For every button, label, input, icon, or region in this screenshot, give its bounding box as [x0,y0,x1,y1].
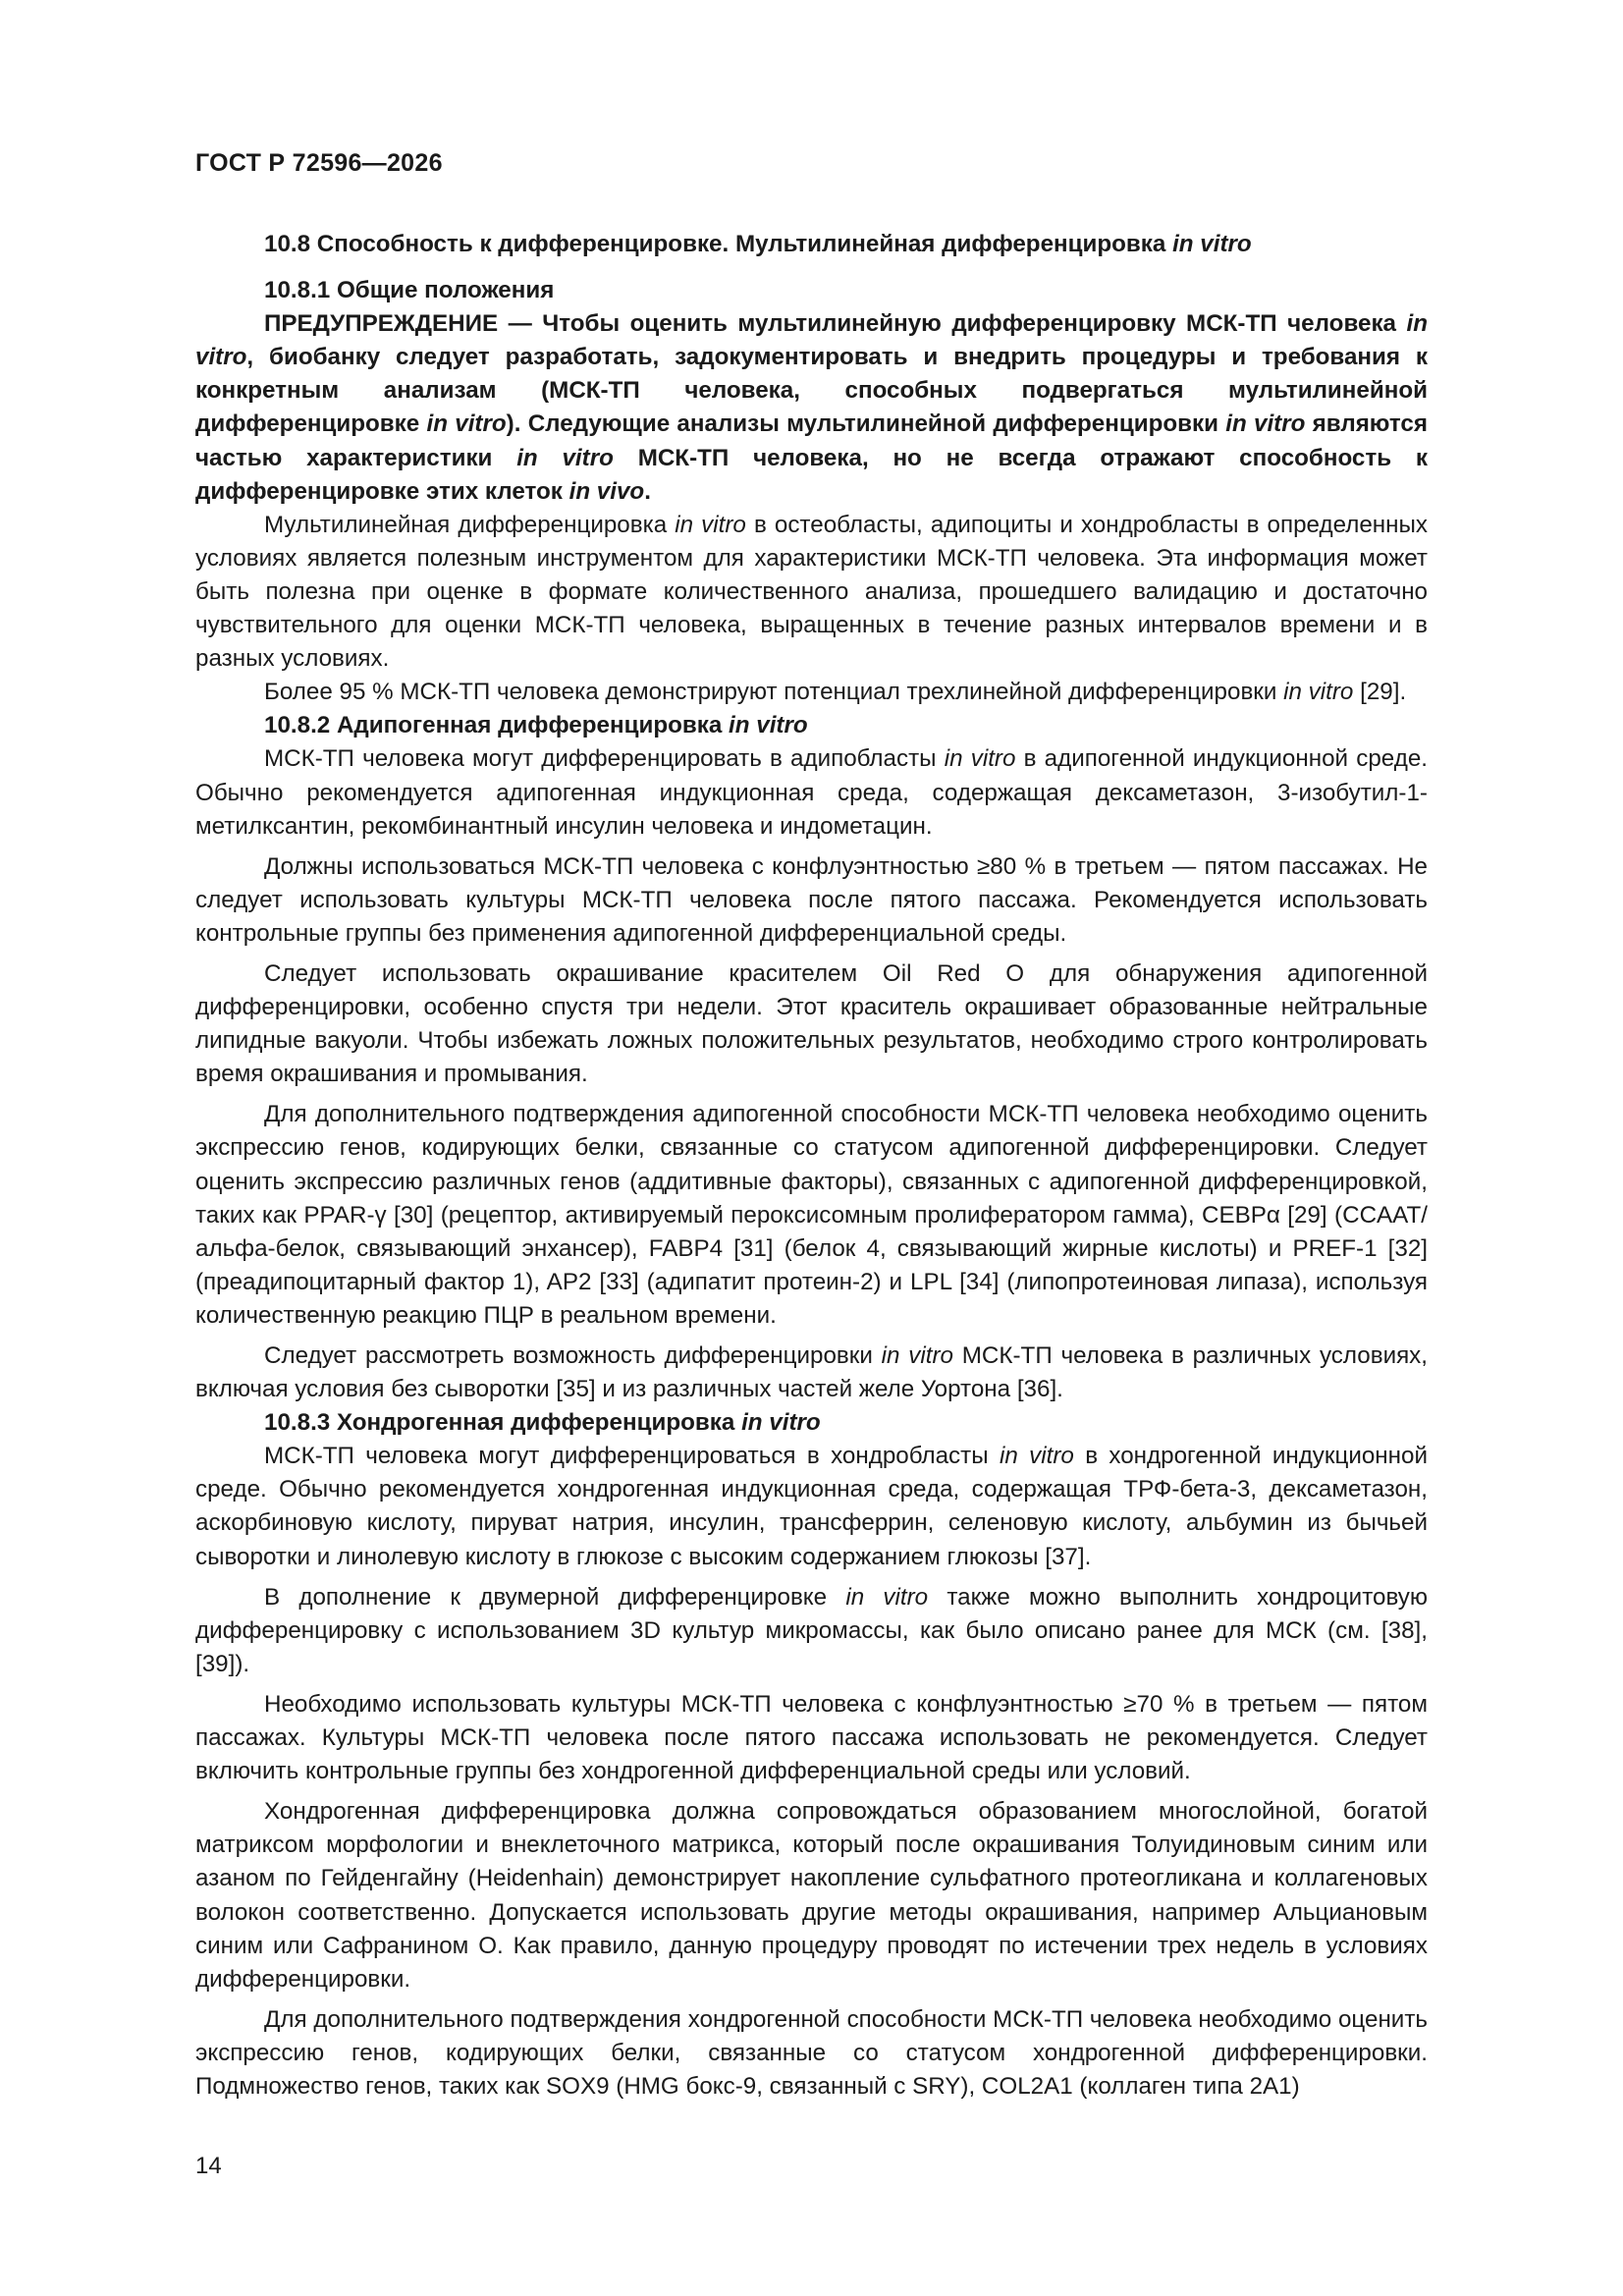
section-heading-10-8: 10.8 Способность к дифференцировке. Мультилинейная дифференцировка in vitro [264,231,1252,257]
paragraph: Следует рассмотреть возможность дифференцировки in vitro МСК-ТП человека в различных условиях, включая условия без сыворотки [35] и из различных частей желе Уортона [36]. [195,1342,1428,1403]
standard-code: ГОСТ Р 72596—2026 [195,149,443,177]
subsection-heading-10-8-1: 10.8.1 Общие положения [264,277,555,304]
page-number: 14 [195,2153,222,2179]
paragraph: МСК-ТП человека могут дифференцироваться в хондробласты in vitro в хондрогенной индукционной среде. Обычно рекомендуется хондрогенная индукционная среда, содержащая ТРФ-бета-3, дексаметазон, аскорбиновую кислоту, пируват натрия, инсулин, трансферрин, селеновую кислоту, альбумин из бычьей сыворотки и линолевую кислоту в глюкозе с высоким содержанием глюкозы [37]. [195,1443,1428,1570]
paragraph: Для дополнительного подтверждения адипогенной способности МСК-ТП человека необходимо оценить экспрессию генов, кодирующих белки, связанные со статусом адипогенной дифференцировки. Следует оценить экспрессию различных генов (аддитивные факторы), связанных с адипогенной дифференцировкой, таких как PPAR-γ [30] (рецептор, активируемый пероксисомным пролифератором гамма), CEBPα [29] (CCAAT/альфа-белок, связывающий энхансер), FABP4 [31] (белок 4, связывающий жирные кислоты) и PREF-1 [32] (преадипоцитарный фактор 1), AP2 [33] (адипатит протеин-2) и LPL [34] (липопротеиновая липаза), используя количественную реакцию ПЦР в реальном времени. [195,1101,1428,1329]
subsection-heading-10-8-3: 10.8.3 Хондрогенная дифференцировка in vitro [264,1409,821,1437]
paragraph: Для дополнительного подтверждения хондрогенной способности МСК-ТП человека необходимо оценить экспрессию генов, кодирующих белки, связанные со статусом хондрогенной дифференцировки. Подмножество генов, таких как SOX9 (HMG бокс-9, связанный с SRY), COL2A1 (коллаген типа 2A1) [195,2005,1428,2100]
subsection-heading-10-8-2: 10.8.2 Адипогенная дифференцировка in vitro [264,712,808,739]
paragraph: Мультилинейная дифференцировка in vitro в остеобласты, адипоциты и хондробласты в определенных условиях является полезным инструментом для характеристики МСК-ТП человека. Эта информация может быть полезна при оценке в формате количественного анализа, прошедшего валидацию и достаточно чувствительного для оценки МСК-ТП человека, выращенных в течение разных интервалов времени и в разных условиях. [195,511,1428,673]
paragraph: В дополнение к двумерной дифференцировке in vitro также можно выполнить хондроцитовую дифференцировку с использованием 3D культур микромассы, как было описано ранее для МСК (см. [38], [39]). [195,1583,1429,1677]
paragraph: Необходимо использовать культуры МСК-ТП человека с конфлуэнтностью ≥70 % в третьем — пятом пассажах. Культуры МСК-ТП человека после пятого пассажа использовать не рекомендуется. Следует включить контрольные группы без хондрогенной дифференциальной среды или условий. [195,1690,1428,1785]
document-body [195,228,1428,2104]
paragraph: Хондрогенная дифференцировка должна сопровождаться образованием многослойной, богатой матриксом морфологии и внеклеточного матрикса, который после окрашивания Толуидиновым синим или азаном по Гейденгайну (Heidenhain) демонстрирует накопление сульфатного протеогликана и коллагеновых волокон соответственно. Допускается использовать другие методы окрашивания, например Альциановым синим или Сафранином О. Как правило, данную процедуру проводят по истечении трех недель в условиях дифференцировки. [195,1798,1428,1993]
warning-paragraph: ПРЕДУПРЕЖДЕНИЕ — Чтобы оценить мультилинейную дифференцировку МСК-ТП человека in vitro, биобанку следует разработать, задокументировать и внедрить процедуры и требования к конкретным анализам (МСК-ТП человека, способных подвергаться мультилинейной дифференцировке in vitro). Следующие анализы мультилинейной дифференцировки in vitro являются частью характеристики in vitro МСК-ТП человека, но не всегда отражают способность к дифференцировке этих клеток in vivo. [195,310,1428,505]
paragraph: МСК-ТП человека могут дифференцировать в адипобласты in vitro в адипогенной индукционной среде. Обычно рекомендуется адипогенная индукционная среда, содержащая дексаметазон, 3-изобутил-1-метилксантин, рекомбинантный инсулин человека и индометацин. [195,745,1428,840]
paragraph: Должны использоваться МСК-ТП человека с конфлуэнтностью ≥80 % в третьем — пятом пассажах. Не следует использовать культуры МСК-ТП человека после пятого пассажа. Рекомендуется использовать контрольные группы без применения адипогенной дифференциальной среды. [195,852,1428,947]
paragraph: Следует использовать окрашивание красителем Oil Red O для обнаружения адипогенной дифференцировки, особенно спустя три недели. Этот краситель окрашивает образованные нейтральные липидные вакуоли. Чтобы избежать ложных положительных результатов, необходимо строго контролировать время окрашивания и промывания. [195,959,1428,1088]
paragraph: Более 95 % МСК-ТП человека демонстрируют потенциал трехлинейной дифференцировки in vitro [29]. [264,679,1407,706]
